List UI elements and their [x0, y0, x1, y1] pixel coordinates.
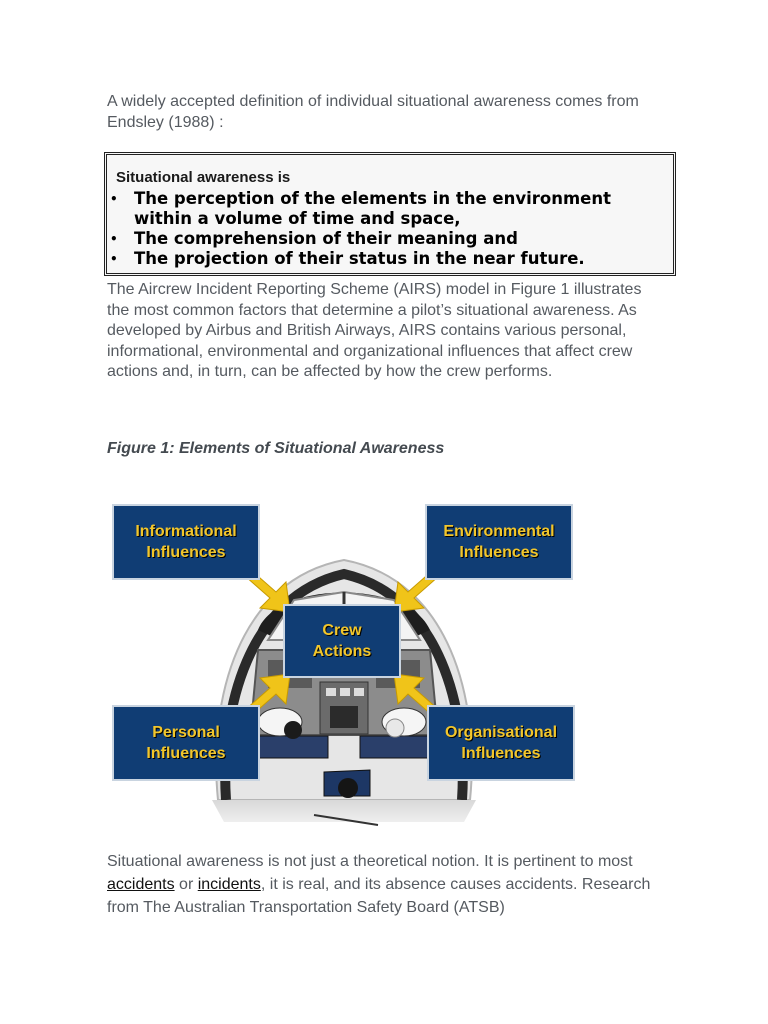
- incidents-link[interactable]: incidents: [197, 876, 261, 893]
- situational-awareness-figure: [108, 500, 576, 830]
- closing-text-3: , it is real, and its absence causes accidents. Research from The Australian Transportation Safety Board (ATSB): [107, 876, 651, 916]
- accidents-link[interactable]: accidents: [107, 876, 175, 893]
- organisational-influences-box: Organisational Influences: [427, 705, 575, 781]
- closing-text-2: or: [174, 876, 198, 893]
- definition-box: [104, 152, 676, 276]
- definition-title: Situational awareness is: [116, 169, 291, 186]
- intro-paragraph: A widely accepted definition of individual situational awareness comes from Endsley (1988) :: [107, 93, 639, 131]
- airs-paragraph: The Aircrew Incident Reporting Scheme (AIRS) model in Figure 1 illustrates the most common factors that determine a pilot’s situational awareness. As developed by Airbus and British Airways, AIRS contains various personal, informational, environmental and organizational influences that affect crew actions and, in turn, can be affected by how the crew performs.: [107, 281, 642, 380]
- crew-actions-box: Crew Actions: [283, 604, 401, 678]
- definition-item: • The comprehension of their meaning and: [110, 229, 518, 248]
- environmental-influences-box: Environmental Influences: [425, 504, 573, 580]
- definition-item: • The perception of the elements in the environment within a volume of time and space,: [110, 189, 611, 228]
- closing-paragraph: [107, 850, 667, 919]
- definition-item: • The projection of their status in the near future.: [110, 249, 585, 268]
- bullet-icon: •: [110, 252, 118, 266]
- bullet-icon: •: [110, 192, 118, 206]
- definition-list: [107, 189, 667, 269]
- bullet-icon: •: [110, 232, 118, 246]
- personal-influences-box: Personal Influences: [112, 705, 260, 781]
- figure-caption: Figure 1: Elements of Situational Awareness: [107, 440, 445, 457]
- closing-text-1: Situational awareness is not just a theoretical notion. It is pertinent to most: [107, 853, 633, 870]
- informational-influences-box: Informational Influences: [112, 504, 260, 580]
